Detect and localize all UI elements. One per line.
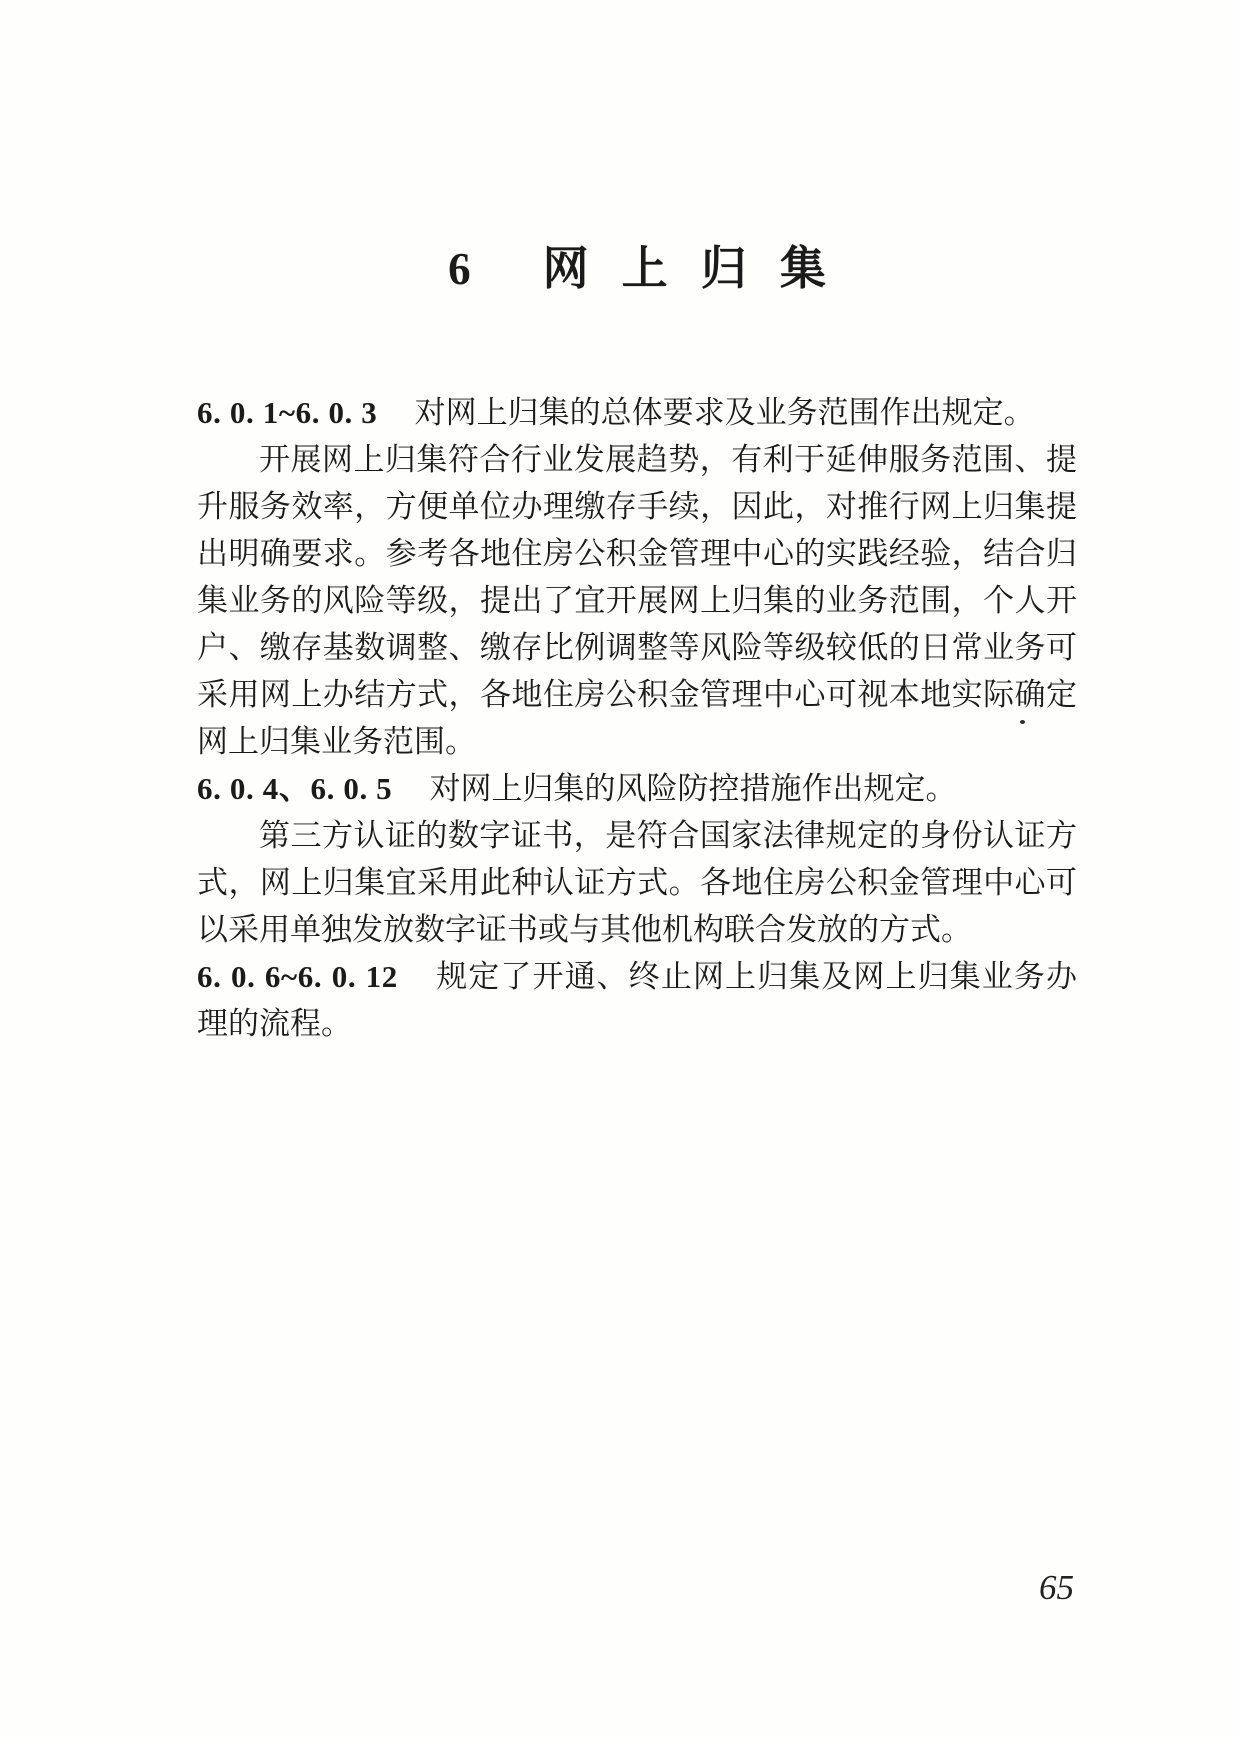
commentary-paragraph-2: 第三方认证的数字证书，是符合国家法律规定的身份认证方式，网上归集宜采用此种认证方式。各地住房公积金管理中心可以采用单独发放数字证书或与其他机构联合发放的方式。 (197, 818, 1077, 947)
note-paragraph-601-603 (197, 389, 1077, 436)
section-number-label: 6. 0. 1~6. 0. 3 (197, 395, 378, 430)
document-body (197, 389, 1077, 1047)
chapter-title-text: 网上归集 (542, 243, 860, 294)
note-text: 规定了开通、终止网上归集及网上归集业务办理的流程。 (197, 959, 1077, 1041)
note-text: 对网上归集的总体要求及业务范围作出规定。 (414, 395, 1035, 430)
note-text: 对网上归集的风险防控措施作出规定。 (429, 771, 957, 806)
chapter-number: 6 (448, 244, 471, 294)
print-artifact-dot (1020, 720, 1025, 724)
text-column (197, 0, 1077, 1047)
chapter-title (197, 243, 1077, 295)
commentary-paragraph-1: 开展网上归集符合行业发展趋势，有利于延伸服务范围、提升服务效率，方便单位办理缴存手续，因此，对推行网上归集提出明确要求。参考各地住房公积金管理中心的实践经验，结合归集业务的风险等级，提出了宜开展网上归集的业务范围，个人开户、缴存基数调整、缴存比例调整等风险等级较低的日常业务可采用网上办结方式，各地住房公积金管理中心可视本地实际确定网上归集业务范围。 (197, 442, 1077, 759)
section-number-label: 6. 0. 4、6. 0. 5 (197, 771, 393, 806)
note-paragraph-604-605 (197, 765, 1077, 812)
section-number-label: 6. 0. 6~6. 0. 12 (197, 959, 398, 994)
note-paragraph-606-6012 (197, 953, 1077, 1047)
page-number: 65 (1039, 1568, 1074, 1607)
